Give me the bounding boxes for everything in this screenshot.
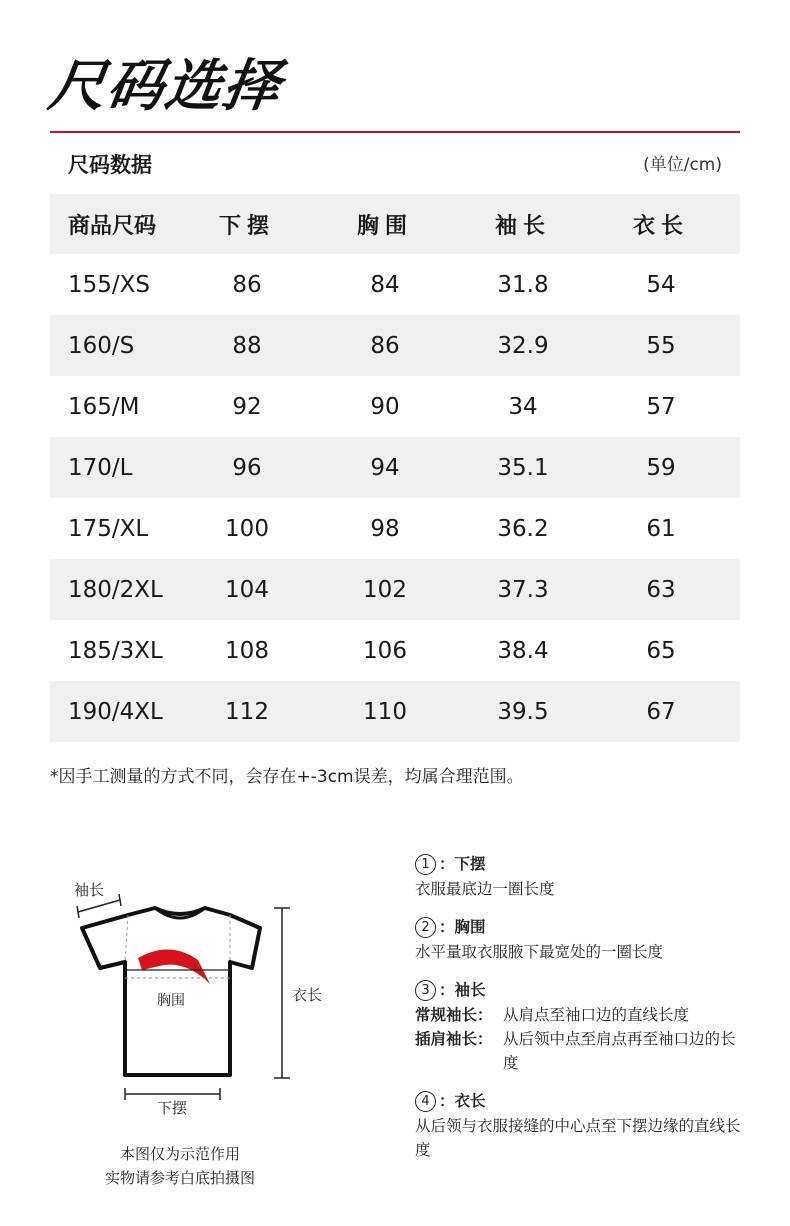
measurement-note: *因手工测量的方式不同，会存在+-3cm误差，均属合理范围。: [50, 767, 524, 787]
cell-sleeve: 32.9: [497, 332, 549, 359]
cell-chest: 102: [363, 576, 407, 603]
cell-size: 160/S: [68, 332, 135, 359]
header-size: 商品尺码: [68, 213, 157, 239]
cell-sleeve: 36.2: [497, 515, 549, 542]
cell-sleeve: 34: [508, 393, 538, 420]
cell-chest: 98: [370, 515, 400, 542]
cell-sleeve: 31.8: [497, 271, 549, 298]
cell-length: 59: [646, 454, 676, 481]
cell-size: 185/3XL: [68, 637, 163, 664]
definition-chest: [415, 915, 745, 964]
definition-length: [415, 1089, 745, 1162]
table-row: [50, 376, 740, 437]
cell-size: 165/M: [68, 393, 140, 420]
section-heading: 尺码数据: [68, 153, 152, 177]
cell-chest: 106: [363, 637, 407, 664]
header-chest: 胸围: [356, 213, 413, 239]
cell-length: 61: [646, 515, 676, 542]
cell-size: 180/2XL: [68, 576, 163, 603]
cell-size: 175/XL: [68, 515, 149, 542]
cell-size: 190/4XL: [68, 698, 163, 725]
cell-length: 54: [646, 271, 676, 298]
table-row: [50, 254, 740, 315]
table-row: [50, 437, 740, 498]
cell-hem: 92: [232, 393, 262, 420]
cell-hem: 100: [225, 515, 269, 542]
item-key: 常规袖长：: [415, 1006, 493, 1024]
number-badge: 4: [415, 1091, 436, 1112]
cell-sleeve: 35.1: [497, 454, 549, 481]
definition-hem: [415, 852, 745, 901]
definition-title: ：衣长: [439, 1092, 486, 1110]
length-label: 衣长: [292, 986, 323, 1004]
cell-hem: 86: [232, 271, 262, 298]
sleeve-label: 袖长: [74, 881, 105, 899]
cell-length: 63: [646, 576, 676, 603]
cell-length: 65: [646, 637, 676, 664]
cell-sleeve: 39.5: [497, 698, 549, 725]
cell-size: 170/L: [68, 454, 133, 481]
page-title: 尺码选择: [44, 54, 286, 119]
definition-item: [415, 1027, 745, 1075]
table-row: [50, 498, 740, 559]
definition-sleeve: [415, 978, 745, 1075]
cell-chest: 94: [370, 454, 400, 481]
size-table: [50, 194, 740, 742]
sleeve-measure-line: [78, 900, 120, 912]
definition-text: 水平量取衣服腋下最宽处的一圈长度: [415, 943, 664, 961]
table-row: [50, 620, 740, 681]
header-hem: 下摆: [218, 213, 275, 239]
title-divider: [50, 131, 740, 133]
cell-hem: 96: [232, 454, 262, 481]
table-row: [50, 681, 740, 742]
cell-hem: 104: [225, 576, 269, 603]
number-badge: 2: [415, 917, 436, 938]
table-row: [50, 559, 740, 620]
item-value: 从肩点至袖口边的直线长度: [503, 1006, 690, 1024]
definition-item: [415, 1003, 745, 1027]
definition-title: ：袖长: [439, 981, 486, 999]
header-sleeve: 袖长: [494, 213, 551, 239]
cell-hem: 88: [232, 332, 262, 359]
cell-size: 155/XS: [68, 271, 151, 298]
definitions-list: [415, 852, 745, 1176]
cell-length: 57: [646, 393, 676, 420]
cell-chest: 110: [363, 698, 407, 725]
number-badge: 1: [415, 854, 436, 875]
cell-chest: 86: [370, 332, 400, 359]
cell-sleeve: 38.4: [497, 637, 549, 664]
number-badge: 3: [415, 980, 436, 1001]
cell-length: 55: [646, 332, 676, 359]
cell-chest: 90: [370, 393, 400, 420]
definition-title: ：下摆: [439, 855, 486, 873]
cell-length: 67: [646, 698, 676, 725]
diagram-caption-2: 实物请参考白底拍摄图: [104, 1169, 255, 1187]
item-key: 插肩袖长：: [415, 1030, 493, 1048]
definition-title: ：胸围: [439, 918, 486, 936]
cell-sleeve: 37.3: [497, 576, 549, 603]
definition-text: 从后领与衣服接缝的中心点至下摆边缘的直线长度: [415, 1117, 741, 1159]
cell-hem: 112: [225, 698, 269, 725]
cell-chest: 84: [370, 271, 400, 298]
table-header-row: [50, 194, 740, 254]
definition-text: 衣服最底边一圈长度: [415, 880, 555, 898]
header-length: 衣长: [632, 213, 689, 239]
unit-label: (单位/cm): [643, 155, 722, 175]
item-value: 从后领中点至肩点再至袖口边的长度: [503, 1030, 736, 1072]
cell-hem: 108: [225, 637, 269, 664]
table-row: [50, 315, 740, 376]
hem-label: 下摆: [157, 1099, 188, 1117]
diagram-caption-1: 本图仅为示范作用: [119, 1145, 240, 1163]
chest-label: 胸围: [157, 993, 185, 1009]
